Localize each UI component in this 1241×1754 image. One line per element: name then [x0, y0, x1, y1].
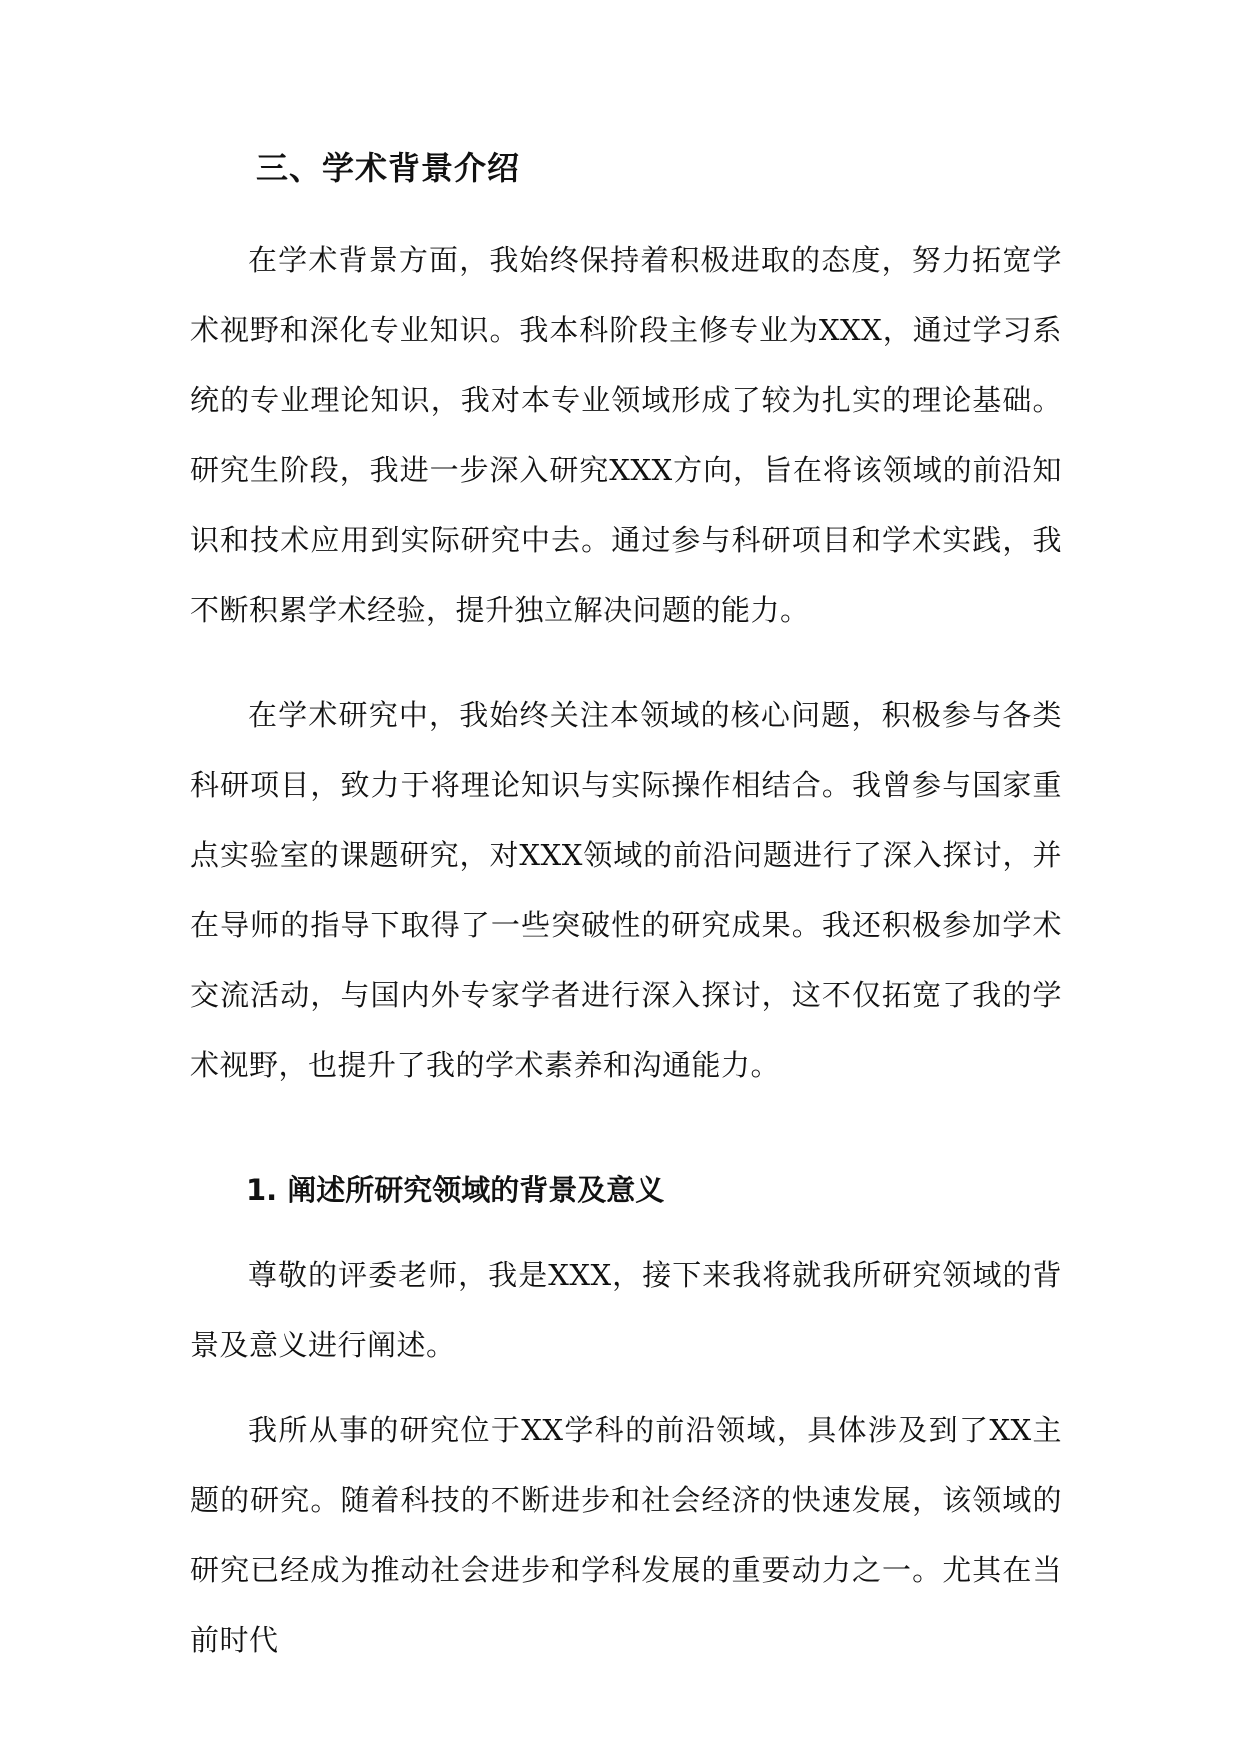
paragraph-academic-research: 在学术研究中，我始终关注本领域的核心问题，积极参与各类科研项目，致力于将理论知识与实际操作相结合。我曾参与国家重点实验室的课题研究，对XXX领域的前沿问题进行了深入探讨，并在导师的指导下取得了一些突破性的研究成果。我还积极参加学术交流活动，与国内外专家学者进行深入探讨，这不仅拓宽了我的学术视野，也提升了我的学术素养和沟通能力。 — [190, 698, 1062, 1082]
paragraph-academic-background: 在学术背景方面，我始终保持着积极进取的态度，努力拓宽学术视野和深化专业知识。我本科阶段主修专业为XXX，通过学习系统的专业理论知识，我对本专业领域形成了较为扎实的理论基础。研究生阶段，我进一步深入研究XXX方向，旨在将该领域的前沿知识和技术应用到实际研究中去。通过参与科研项目和学术实践，我不断积累学术经验，提升独立解决问题的能力。 — [190, 243, 1062, 627]
paragraph-field-background: 我所从事的研究位于XX学科的前沿领域，具体涉及到了XX主题的研究。随着科技的不断进步和社会经济的快速发展，该领域的研究已经成为推动社会进步和学科发展的重要动力之一。尤其在当前时代 — [190, 1413, 1062, 1657]
subsection-heading: 1. 阐述所研究领域的背景及意义 — [246, 1173, 665, 1207]
paragraph-greeting: 尊敬的评委老师，我是XXX，接下来我将就我所研究领域的背景及意义进行阐述。 — [190, 1258, 1062, 1362]
section-heading: 三、学术背景介绍 — [256, 149, 521, 187]
